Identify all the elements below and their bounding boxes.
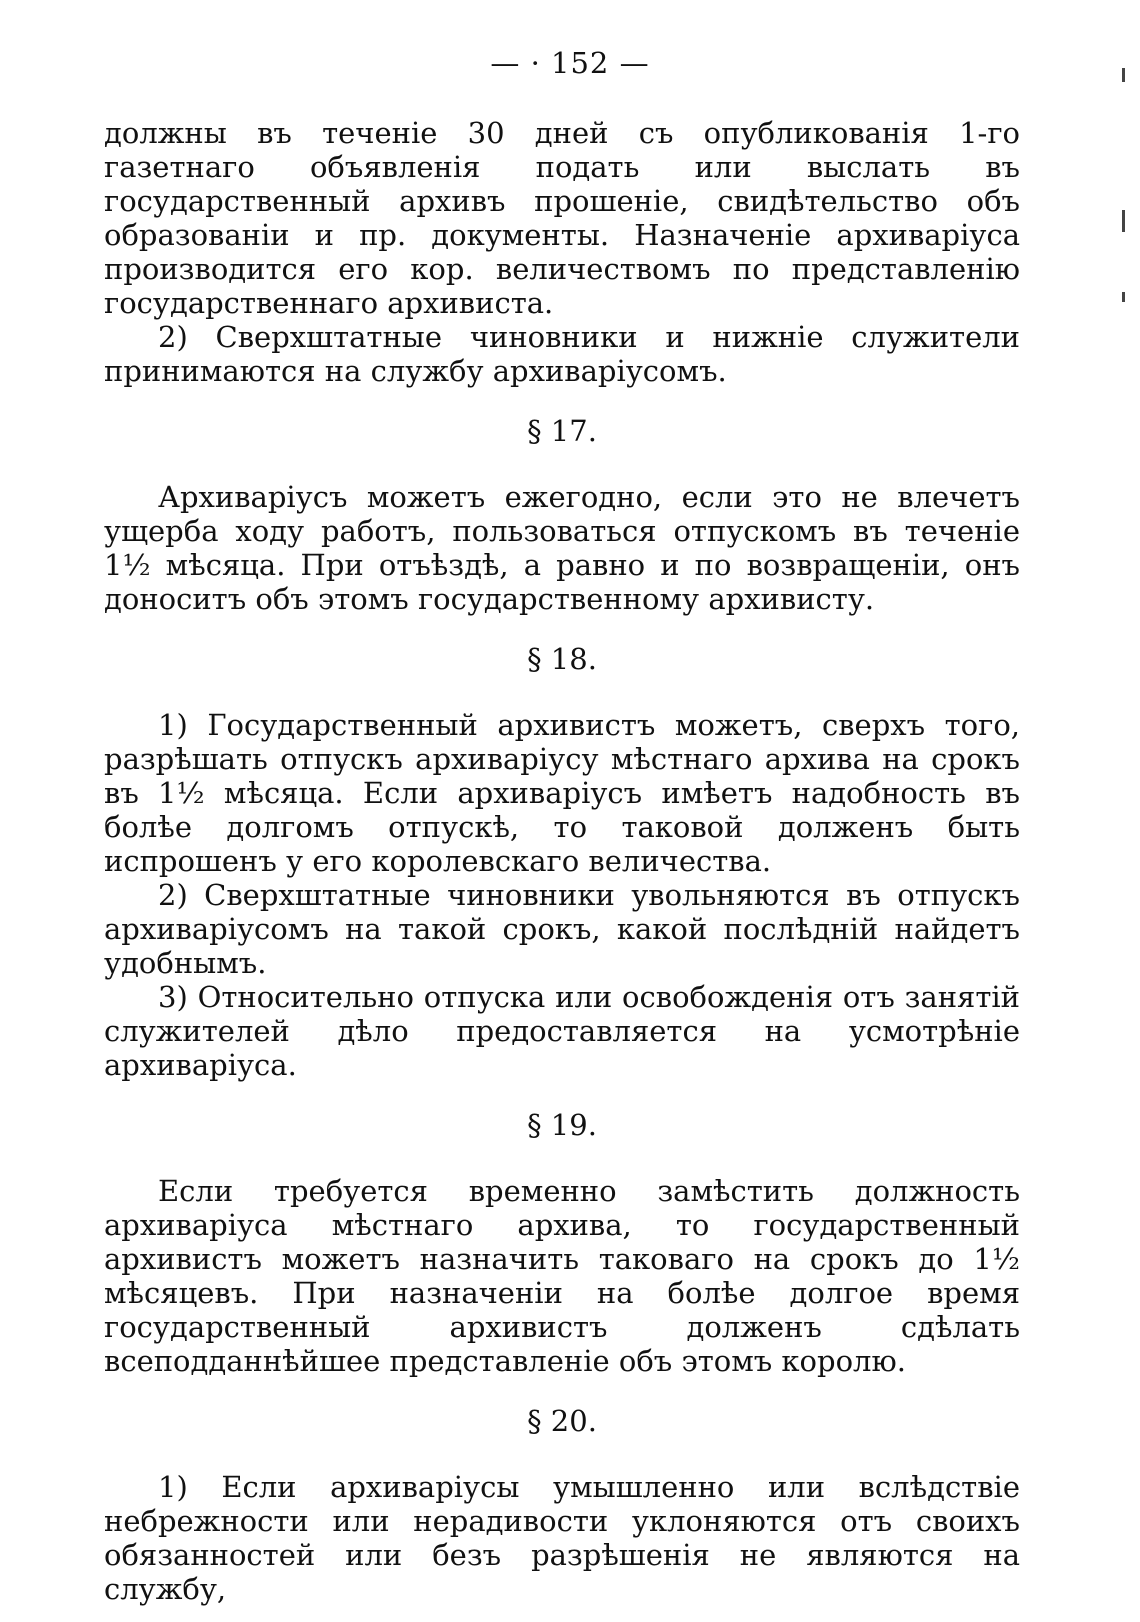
paragraph-item-2: 2) Сверхштатные чиновники и нижніе служители принимаются на службу архиваріусомъ.	[104, 320, 1020, 388]
section-heading-17: § 17.	[527, 414, 597, 448]
edge-scan-marks	[1122, 60, 1132, 310]
section-18-item-1: 1) Государственный архивистъ можетъ, сверхъ того, разрѣшать отпускъ архиваріусу мѣстнаго архива на срокъ въ 1½ мѣсяца. Если архиваріусъ имѣетъ надобность въ болѣе долгомъ отпускѣ, то таковой долженъ быть испрошенъ у его королевскаго величества.	[104, 708, 1020, 878]
section-20-item-1: 1) Если архиваріусы умышленно или вслѣдствіе небрежности или нерадивости уклоняются отъ своихъ обязанностей или безъ разрѣшенія не являются на службу,	[104, 1470, 1020, 1606]
text-column	[104, 116, 1020, 1606]
section-18-item-2: 2) Сверхштатные чиновники увольняются въ отпускъ архиваріусомъ на такой срокъ, какой послѣдній найдетъ удобнымъ.	[104, 878, 1020, 980]
section-19-paragraph: Если требуется временно замѣстить должность архиваріуса мѣстнаго архива, то государственный архивистъ можетъ назначить таковаго на срокъ до 1½ мѣсяцевъ. При назначеніи на болѣе долгое время государственный архивистъ долженъ сдѣлать всеподданнѣйшее представленіе объ этомъ королю.	[104, 1174, 1020, 1378]
section-heading-20: § 20.	[527, 1404, 597, 1438]
page-number: — · 152 —	[490, 46, 650, 80]
section-heading-19: § 19.	[527, 1108, 597, 1142]
paragraph-continued: должны въ теченіе 30 дней съ опубликованія 1-го газетнаго объявленія подать или выслать въ государственный архивъ прошеніе, свидѣтельство объ образованіи и пр. документы. Назначеніе архиваріуса производится его кор. величествомъ по представленію государственнаго архивиста.	[104, 116, 1020, 320]
section-18-item-3: 3) Относительно отпуска или освобожденія отъ занятій служителей дѣло предоставляется на усмотрѣніе архиваріуса.	[104, 980, 1020, 1082]
section-17-paragraph: Архиваріусъ можетъ ежегодно, если это не влечетъ ущерба ходу работъ, пользоваться отпускомъ въ теченіе 1½ мѣсяца. При отъѣздѣ, а равно и по возвращеніи, онъ доноситъ объ этомъ государственному архивисту.	[104, 480, 1020, 616]
section-heading-18: § 18.	[527, 642, 597, 676]
